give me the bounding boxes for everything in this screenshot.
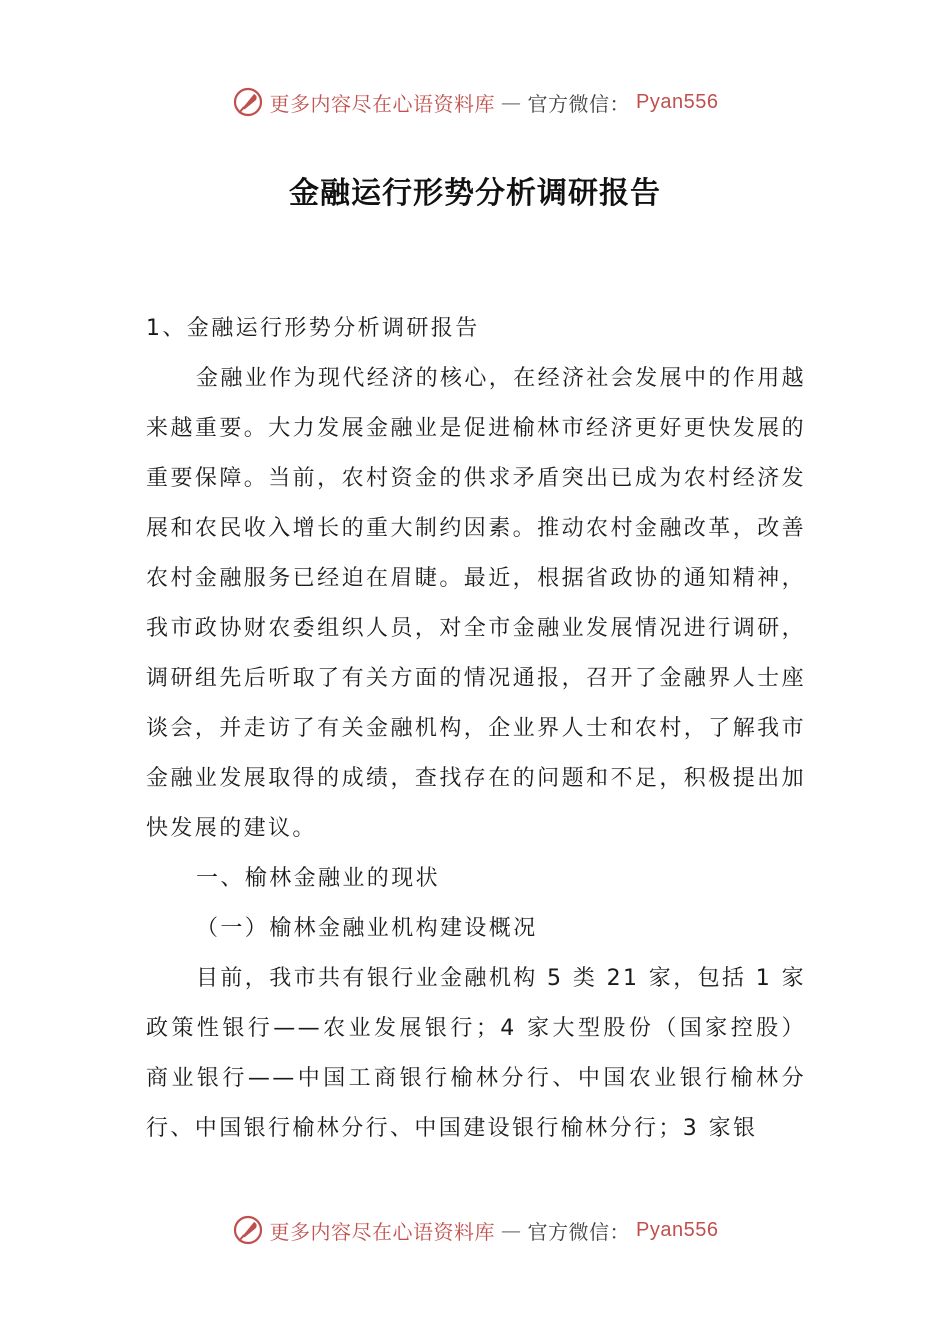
paragraph-section-title: 一、榆林金融业的现状: [196, 866, 441, 891]
banner-brand: 更多内容尽在心语资料库: [269, 91, 496, 116]
banner-wechat-id: Pyan556: [636, 1218, 719, 1241]
paragraph-intro: 金融业作为现代经济的核心，在经济社会发展中的作用越来越重要。大力发展金融业是促进榆林市经济更好更快发展的重要保障。当前，农村资金的供求矛盾突出已成为农村经济发展和农民收入增长的重大制约因素。推动农村金融改革，改善农村金融服务已经迫在眉睫。最近，根据省政协的通知精神，我市政协财农委组织人员，对全市金融业发展情况进行调研，调研组先后听取了有关方面的情况通报，召开了金融界人士座谈会，并走访了有关金融机构，企业界人士和农村，了解我市金融业发展取得的成绩，查找存在的问题和不足，积极提出加快发展的建议。: [146, 366, 807, 841]
feather-pen-logo-icon: [232, 1214, 264, 1246]
footer-banner: [0, 1210, 950, 1250]
paragraph-subsection-title: （一）榆林金融业机构建设概况: [196, 916, 538, 941]
banner-wechat-label: 官方微信：: [527, 1219, 631, 1244]
banner-wechat-id: Pyan556: [636, 90, 719, 113]
section-heading: 1、金融运行形势分析调研报告: [146, 316, 480, 341]
banner-dash: —: [501, 1218, 522, 1242]
header-banner: [0, 82, 950, 122]
banner-wechat-label: 官方微信：: [527, 91, 631, 116]
feather-pen-logo-icon: [232, 86, 264, 118]
document-title: 金融运行形势分析调研报告: [289, 176, 661, 211]
banner-dash: —: [501, 90, 522, 114]
document-body: [146, 304, 806, 1154]
banner-brand: 更多内容尽在心语资料库: [269, 1219, 496, 1244]
paragraph-institutions: 目前，我市共有银行业金融机构 5 类 21 家，包括 1 家政策性银行——农业发展银行；4 家大型股份（国家控股）商业银行——中国工商银行榆林分行、中国农业银行榆林分行、中国银行榆林分行、中国建设银行榆林分行；3 家银: [146, 966, 806, 1141]
